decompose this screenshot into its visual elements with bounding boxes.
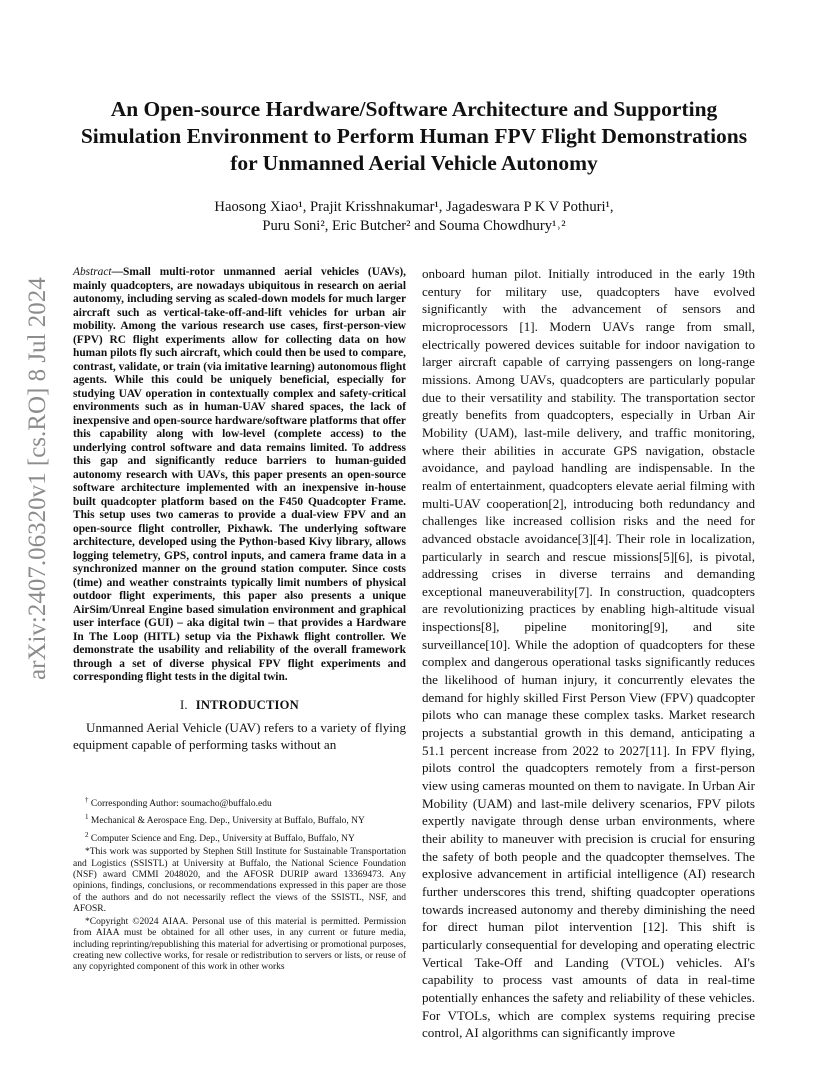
footnote-mark: 1 <box>85 813 89 822</box>
footnote-mark: 2 <box>85 830 89 839</box>
section-heading-introduction <box>73 698 406 713</box>
paper-title: An Open-source Hardware/Software Architecture and Supporting Simulation Environment to Perform Human FPV Flight Demonstrations for Unmanned Aerial Vehicle Autonomy <box>80 97 748 175</box>
footnote-mark: † <box>85 796 89 804</box>
abstract-label: Abstract <box>73 266 112 278</box>
intro-paragraph-right: onboard human pilot. Initially introduced in the early 19th century for military use, quadcopters have evolved significantly with the advancement of sensors and microprocessors [1]. Modern UAVs range from small, electrically powered devices suitable for indoor navigation to larger aircraft capable of carrying passengers on long-range missions. Among UAVs, quadcopters are particularly popular due to their versatility and stability. The transportation sector greatly benefits from quadcopters, especially in Urban Air Mobility (UAM), last-mile delivery, and traffic monitoring, where their abilities in accurate GPS navigation, obstacle avoidance, and payload handling are indispensable. In the realm of entertainment, quadcopters elevate aerial filming with multi-UAV cooperation[2], introducing both redundancy and challenges like increased collision risks and the need for advanced obstacle avoidance[3][4]. Their role in localization, particularly in search and rescue missions[5][6], is pivotal, addressing crises in diverse terrains and demanding exceptional maneuverability[7]. In construction, quadcopters are revolutionizing practices by enabling high-altitude visual inspections[8], pipeline monitoring[9], and site surveillance[10]. While the adoption of quadcopters for these complex and dangerous operational tasks significantly reduces the likelihood of human injury, it concurrently elevates the demand for highly skilled First Person View (FPV) quadcopter pilots who can manage these complex tasks. Market research projects a substantial growth in this demand, anticipating a 51.1 percent increase from 2022 to 2027[11]. In FPV flying, pilots control the quadcopters remotely from a first-person view using cameras mounted on them to navigate. In Urban Air Mobility (UAM) and last-mile delivery scenarios, FPV pilots expertly navigate through dense urban environments, where their ability to maneuver with precision is crucial for ensuring the safety of both people and the quadcopter themselves. The explosive advancement in artificial intelligence (AI) research further underscores this trend, shifting quadcopter operations towards increased autonomy and thereby diminishing the need for direct human pilot intervention [12]. This shift is particularly consequential for developing and operating electric Vertical Take-Off and Landing (VTOL) vehicles. AI's capability to process vast amounts of data in real-time potentially enhances the safety and reliability of these vehicles. For VTOLs, which are complex systems requiring precise control, AI algorithms can significantly improve <box>422 266 755 1041</box>
footnote-corresponding <box>73 795 406 810</box>
section-title: INTRODUCTION <box>195 698 299 712</box>
arxiv-identifier: arXiv:2407.06320v1 [cs.RO] 8 Jul 2024 <box>24 277 51 680</box>
footnote-copyright: *Copyright ©2024 AIAA. Personal use of this material is permitted. Permission from AIAA must be obtained for all other uses, in any current or future media, including reprinting/republishing this material for advertising or promotional purposes, creating new collective works, for resale or redistribution to servers or lists, or reuse of any copyrighted component of this work in other works <box>73 917 406 973</box>
footnote-affiliation-1 <box>73 812 406 827</box>
abstract-separator: — <box>111 266 123 278</box>
authors-line-1: Haosong Xiao¹, Prajit Krisshnakumar¹, Jagadeswara P K V Pothuri¹, <box>214 199 614 215</box>
intro-paragraph-left: Unmanned Aerial Vehicle (UAV) refers to a variety of flying equipment capable of performing tasks without an <box>73 720 406 752</box>
authors-line-2: Puru Soni², Eric Butcher² and Souma Chowdhury¹˒² <box>262 218 566 234</box>
section-number: I. <box>180 698 188 712</box>
footnote-text: Mechanical & Aerospace Eng. Dep., University at Buffalo, Buffalo, NY <box>90 816 365 827</box>
footnote-affiliation-2 <box>73 830 406 845</box>
author-list <box>70 198 758 236</box>
footnote-text: Computer Science and Eng. Dep., University at Buffalo, Buffalo, NY <box>90 834 355 845</box>
footnote-text: Corresponding Author: soumacho@buffalo.edu <box>90 799 272 810</box>
abstract <box>73 266 406 685</box>
footnotes <box>73 795 406 976</box>
footnote-funding: *This work was supported by Stephen Still Institute for Sustainable Transportation and Logistics (SSISTL) at University at Buffalo, the National Science Foundation (NSF) award CMMI 2048020, and the AFOSR DURIP award 13369473. Any opinions, findings, conclusions, or recommendations expressed in this paper are those of the authors and do not necessarily reflect the views of the SSISTL, NSF, and AFOSR. <box>73 847 406 914</box>
abstract-text: Small multi-rotor unmanned aerial vehicles (UAVs), mainly quadcopters, are nowadays ubiquitous in research on aerial autonomy, including serving as scaled-down models for much larger aircraft such as vertical-take-off-and-lift vehicles for urban air mobility. Among the various research use cases, first-person-view (FPV) RC flight experiments allow for collecting data on how human pilots fly such aircraft, which could then be used to compare, contrast, validate, or train (via imitative learning) autonomous flight agents. While this could be uniquely beneficial, especially for studying UAV operation in contextually complex and safety-critical environments such as in human-UAV shared spaces, the lack of inexpensive and open-source hardware/software platforms that offer this capability along with low-level (complete access) to the underlying control software and data remains limited. To address this gap and significantly reduce barriers to human-guided autonomy research with UAVs, this paper presents an open-source software architecture implemented with an inexpensive in-house built quadcopter platform based on the F450 Quadcopter Frame. This setup uses two cameras to provide a dual-view FPV and an open-source flight controller, Pixhawk. The underlying software architecture, developed using the Python-based Kivy library, allows logging telemetry, GPS, control inputs, and camera frame data in a synchronized manner on the ground station computer. Since costs (time) and weather constraints typically limit numbers of physical outdoor flight experiments, this paper also presents a unique AirSim/Unreal Engine based simulation environment and graphical user interface (GUI) – aka digital twin – that provides a Hardware In The Loop (HITL) setup via the Pixhawk flight controller. We demonstrate the usability and reliability of the overall framework through a set of diverse physical FPV flight experiments and corresponding flight tests in the digital twin. <box>73 266 406 683</box>
